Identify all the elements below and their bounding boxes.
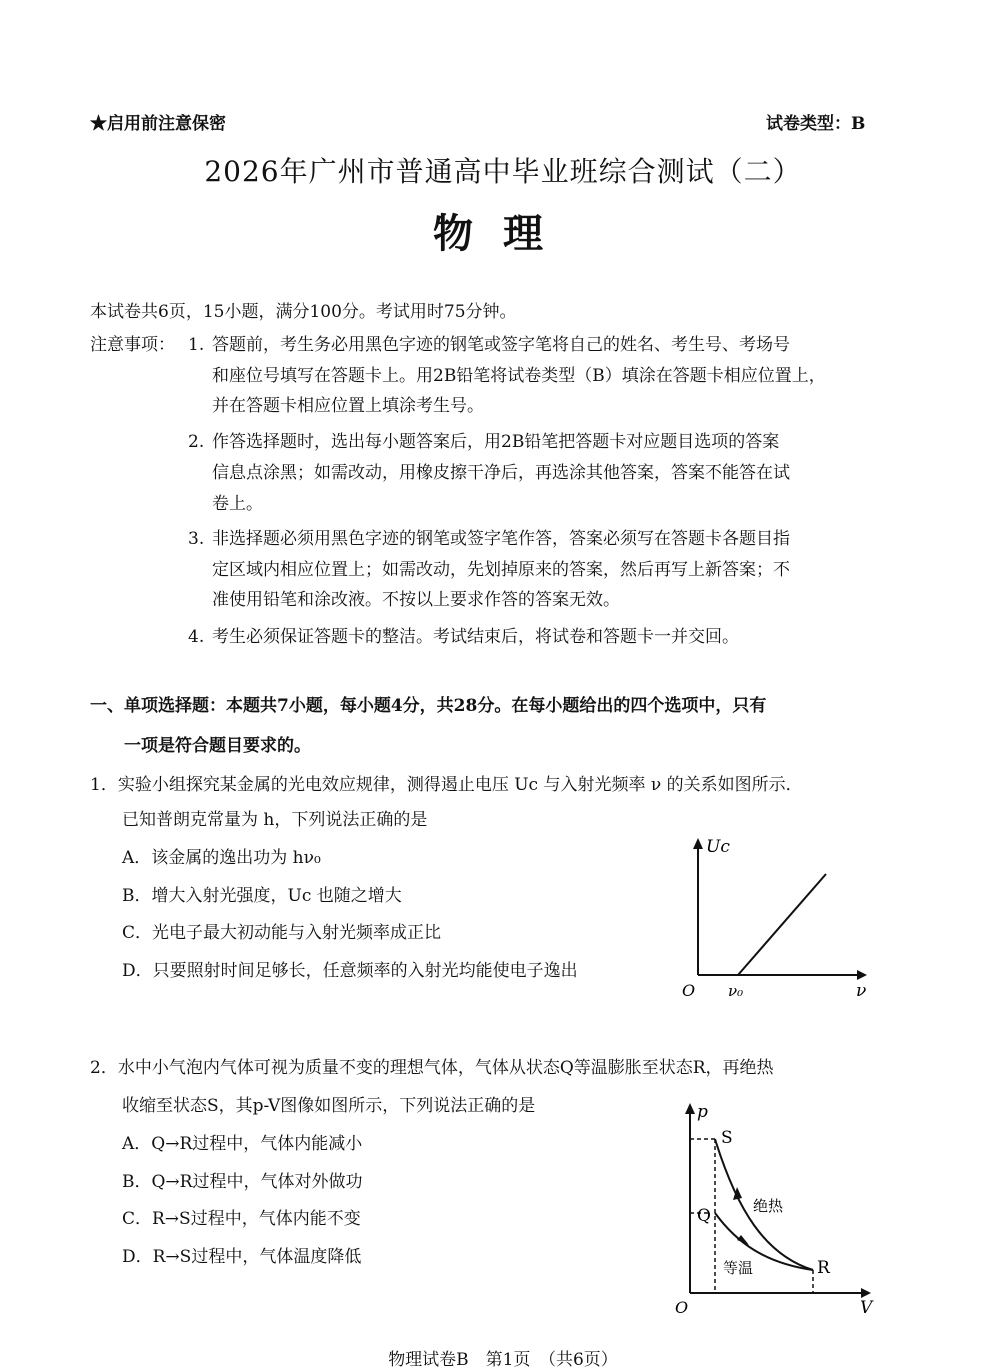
point-q-label: Q xyxy=(697,1206,711,1226)
point-r-label: R xyxy=(817,1258,830,1278)
x-label: ν xyxy=(856,981,867,1000)
q2-option-b: B．Q→R过程中，气体对外做功 xyxy=(122,1172,363,1192)
note-number: 4. xyxy=(188,627,205,647)
nu0-label: ν₀ xyxy=(728,982,744,1000)
note-line: 卷上。 xyxy=(212,494,263,514)
note-line: 非选择题必须用黑色字迹的钢笔或签字笔作答，答案必须写在答题卡各题目指 xyxy=(212,529,790,549)
q2-graph xyxy=(665,1095,885,1317)
note-line: 和座位号填写在答题卡上。用2B铅笔将试卷类型（B）填涂在答题卡相应位置上， xyxy=(212,366,826,386)
q2-option-a: A．Q→R过程中，气体内能减小 xyxy=(122,1134,363,1154)
x-axis-arrow-icon xyxy=(857,970,867,980)
note-line: 信息点涂黑；如需改动，用橡皮擦干净后，再选涂其他答案，答案不能答在试 xyxy=(212,463,790,483)
subject-title: 物理 xyxy=(433,210,573,257)
q1-stem-cont: 已知普朗克常量为 h，下列说法正确的是 xyxy=(122,810,428,830)
uc-line xyxy=(738,874,826,975)
note-line: 答题前，考生务必用黑色字迹的钢笔或签字笔将自己的姓名、考生号、考场号 xyxy=(212,335,790,355)
confidential-label: ★启用前注意保密 xyxy=(90,114,226,134)
q1-option-b: B．增大入射光强度，Uc 也随之增大 xyxy=(122,886,402,906)
y-label: Uc xyxy=(706,837,730,857)
q2-stem-cont: 收缩至状态S，其p-V图像如图所示，下列说法正确的是 xyxy=(122,1096,536,1116)
paper-type-label: 试卷类型：B xyxy=(766,114,866,134)
origin-label: O xyxy=(675,1298,689,1317)
page-footer: 物理试卷B 第1页 （共6页） xyxy=(388,1350,618,1370)
q2-option-d: D．R→S过程中，气体温度降低 xyxy=(122,1247,362,1267)
note-line: 考生必须保证答题卡的整洁。考试结束后，将试卷和答题卡一并交回。 xyxy=(212,627,739,647)
y-axis-arrow-icon xyxy=(693,838,703,849)
note-line: 定区域内相应位置上；如需改动，先划掉原来的答案，然后再写上新答案；不 xyxy=(212,560,790,580)
note-number: 3. xyxy=(188,529,205,549)
adiabatic-label: 绝热 xyxy=(753,1197,784,1215)
section-heading-cont: 一项是符合题目要求的。 xyxy=(124,736,311,756)
q2-stem: 2．水中小气泡内气体可视为质量不变的理想气体，气体从状态Q等温膨胀至状态R，再绝热 xyxy=(90,1058,774,1078)
q2-option-c: C．R→S过程中，气体内能不变 xyxy=(122,1209,361,1229)
origin-label: O xyxy=(682,981,696,1000)
note-number: 2. xyxy=(188,432,205,452)
section-heading: 一、单项选择题：本题共7小题，每小题4分，共28分。在每小题给出的四个选项中，只有 xyxy=(90,696,767,716)
y-label: p xyxy=(697,1102,708,1122)
exam-title: 2026年广州市普通高中毕业班综合测试（二） xyxy=(204,155,802,188)
intro-text: 本试卷共6页，15小题，满分100分。考试用时75分钟。 xyxy=(90,302,517,322)
q1-stem: 1．实验小组探究某金属的光电效应规律，测得遏止电压 Uc 与入射光频率 ν 的关系如图所示． xyxy=(90,775,803,795)
point-s-label: S xyxy=(721,1128,733,1148)
note-line: 准使用铅笔和涂改液。不按以上要求作答的答案无效。 xyxy=(212,590,620,610)
note-number: 1. xyxy=(188,335,205,355)
q1-option-c: C．光电子最大初动能与入射光频率成正比 xyxy=(122,923,442,943)
q1-option-a: A．该金属的逸出功为 hν₀ xyxy=(122,848,321,868)
notes-label: 注意事项： xyxy=(90,335,175,355)
x-label: V xyxy=(860,1298,873,1317)
note-line: 作答选择题时，选出每小题答案后，用2B铅笔把答题卡对应题目选项的答案 xyxy=(212,432,780,452)
isothermal-label: 等温 xyxy=(723,1259,754,1277)
y-axis-arrow-icon xyxy=(685,1103,695,1114)
q1-graph xyxy=(670,830,880,1000)
x-axis-arrow-icon xyxy=(861,1288,871,1298)
q1-option-d: D．只要照射时间足够长，任意频率的入射光均能使电子逸出 xyxy=(122,961,578,981)
note-line: 并在答题卡相应位置上填涂考生号。 xyxy=(212,396,484,416)
